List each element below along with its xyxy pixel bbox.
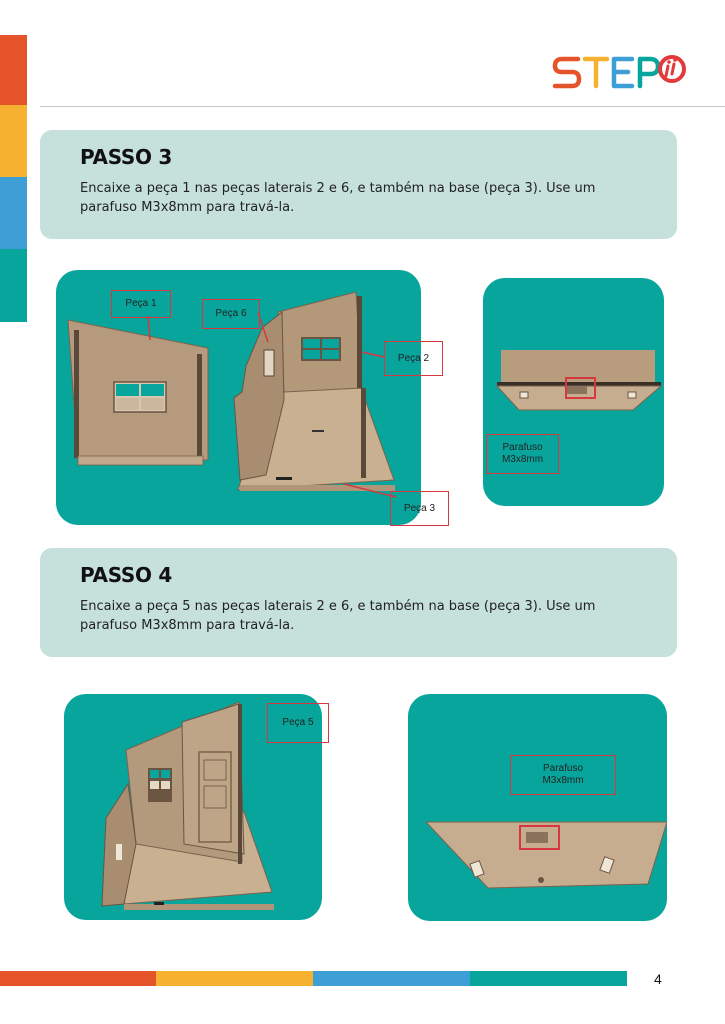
- callout-peca-5: Peça 5: [267, 703, 329, 743]
- step-3-text-line1: Encaixe a peça 1 nas peças laterais 2 e 6, e também na base (peça 3). Use um: [80, 181, 596, 196]
- step-3-box: [40, 130, 677, 239]
- stripe-teal: [0, 249, 27, 322]
- footer-bar-blue: [313, 971, 470, 986]
- stripe-orange: [0, 35, 27, 105]
- step-logo: [552, 50, 687, 94]
- footer-bar-teal: [470, 971, 627, 986]
- callout-peca-2: Peça 2: [384, 341, 443, 376]
- page-number: 4: [654, 971, 662, 987]
- callout-peca-1: Peça 1: [111, 290, 171, 318]
- step-3-title: PASSO 3: [80, 145, 172, 169]
- step-4-title: PASSO 4: [80, 563, 172, 587]
- step-4-text-line1: Encaixe a peça 5 nas peças laterais 2 e 6, e também na base (peça 3). Use um: [80, 599, 596, 614]
- step-3-instructions: [80, 179, 640, 217]
- step-4-text-line2: parafuso M3x8mm para travá-la.: [80, 618, 295, 633]
- base-underside-step-4-illustration: [408, 694, 667, 921]
- header-divider: [40, 106, 725, 107]
- callout-parafuso-step-4: Parafuso M3x8mm: [510, 755, 616, 795]
- stripe-yellow: [0, 105, 27, 177]
- step-3-text-line2: parafuso M3x8mm para travá-la.: [80, 200, 295, 215]
- callout-parafuso-step-3: Parafuso M3x8mm: [486, 434, 559, 474]
- callout-peca-3: Peça 3: [390, 491, 449, 526]
- callout-peca-6: Peça 6: [202, 299, 260, 329]
- footer-bar-orange: [0, 971, 156, 986]
- footer-bar-yellow: [156, 971, 313, 986]
- step-4-instructions: [80, 597, 640, 635]
- step-4-screw-detail-photo: [408, 694, 667, 921]
- stripe-blue: [0, 177, 27, 249]
- step-4-box: [40, 548, 677, 657]
